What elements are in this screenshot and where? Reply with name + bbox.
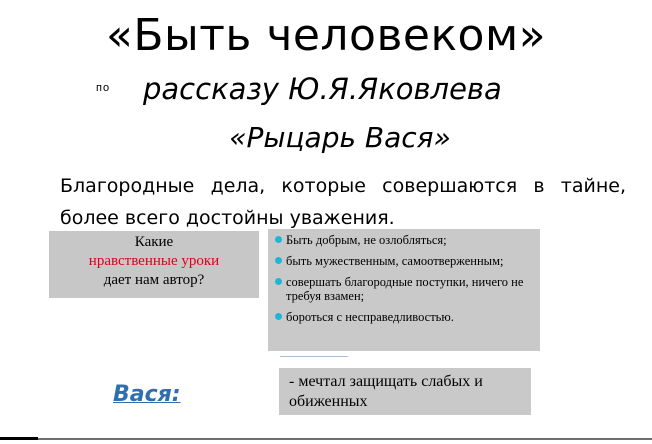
- question-line-1: Какие: [134, 234, 174, 250]
- list-item: [274, 275, 536, 303]
- vasya-trait-box: - мечтал защищать слабых и обиженных: [279, 368, 531, 415]
- vasya-link[interactable]: Вася:: [113, 382, 181, 407]
- subtitle-author: рассказу Ю.Я.Яковлева: [143, 72, 502, 106]
- bottom-divider: [0, 438, 652, 440]
- lesson-text: совершать благородные поступки, ничего не требуя взамен;: [286, 275, 524, 303]
- lesson-text: Быть добрым, не озлобляться;: [286, 233, 447, 247]
- bullet-icon: [275, 236, 282, 243]
- lessons-list: [268, 229, 540, 351]
- bottom-divider-accent: [0, 437, 38, 440]
- question-box: [49, 231, 259, 298]
- divider: [280, 356, 348, 357]
- bullet-icon: [275, 313, 282, 320]
- slide-title: «Быть человеком»: [105, 10, 547, 61]
- list-item: [274, 254, 536, 268]
- epigraph-quote: Благородные дела, которые совершаются в тайне, более всего достойны уважения.: [60, 175, 626, 229]
- subtitle-row: [0, 70, 652, 110]
- lesson-text: быть мужественным, самоотверженным;: [286, 254, 504, 268]
- lesson-text: бороться с несправедливостью.: [286, 310, 454, 324]
- bullet-icon: [275, 278, 282, 285]
- list-item: [274, 310, 536, 324]
- list-item: [274, 233, 536, 247]
- subtitle-story: «Рыцарь Вася»: [229, 121, 451, 154]
- question-line-3: дает нам автор?: [103, 272, 205, 288]
- bullet-icon: [275, 257, 282, 264]
- question-line-2: нравственные уроки: [88, 253, 220, 269]
- subtitle-prefix: по: [96, 82, 111, 94]
